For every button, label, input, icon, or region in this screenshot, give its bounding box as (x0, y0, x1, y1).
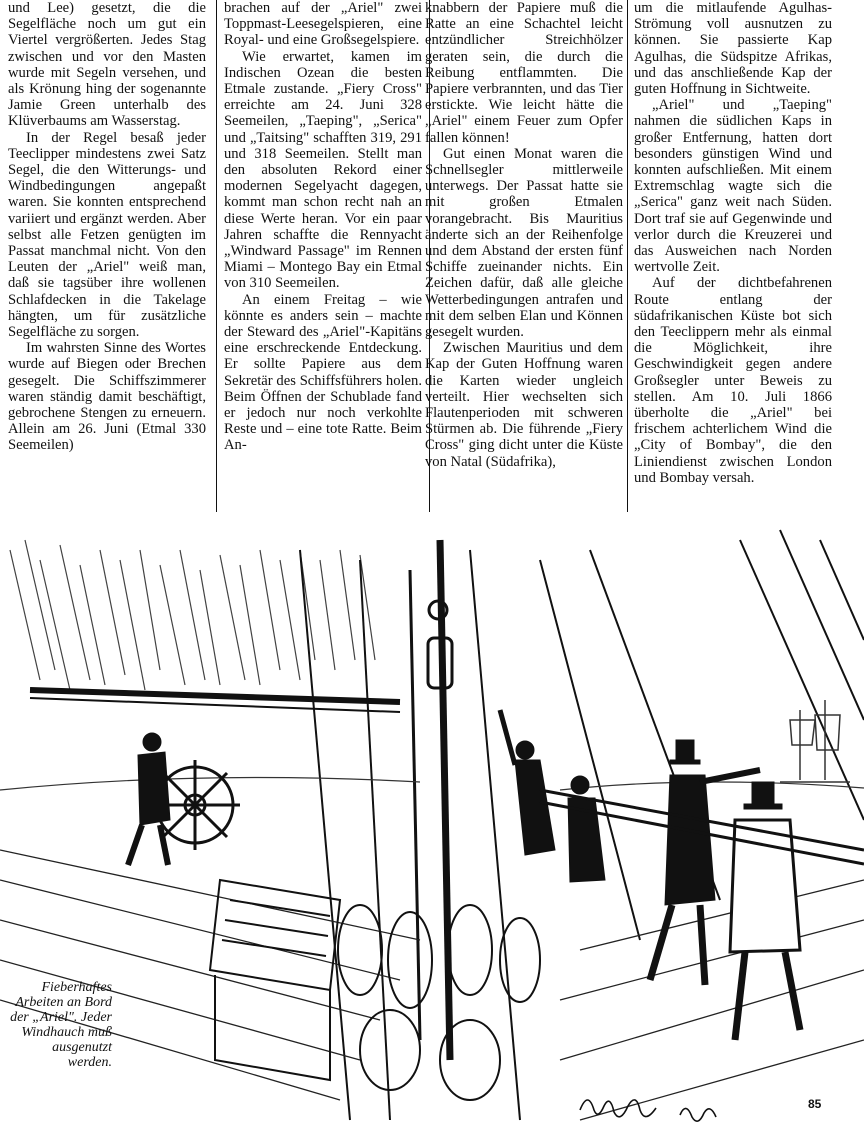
paragraph: um die mitlaufende Agulhas-Strömung voll ausnutzen zu können. Sie passierte Kap Agulhas, die Südspitze Afrikas, und das anschließende Kap der guten Hoffnung in Sichtweite. (634, 0, 832, 98)
text-columns (0, 0, 864, 515)
illustration-caption: Fieberhaftes Arbeiten an Bord der „Ariel". Jeder Windhauch muß ausgenutzt werden. (10, 980, 112, 1070)
paragraph: Zwischen Mauritius und dem Kap der Guten Hoffnung waren die Karten wieder ungleich verteilt. Hier wechselten sich Flautenperioden mit schweren Stürmen ab. Die führende „Fiery Cross" ging dicht unter die Küste von Natal (Südafrika), (425, 340, 623, 470)
sea (0, 778, 864, 791)
paragraph: An einem Freitag – wie könnte es anders sein – machte der Steward des „Ariel"-Kapitäns eine erschreckende Entdeckung. Er sollte Papiere aus dem Sekretär des Schiffsführers holen. Beim Öffnen der Schublade fand er jedoch nur noch verkohlte Reste und – eine tote Ratte. Beim An- (224, 291, 422, 454)
paragraph: Gut einen Monat waren die Schnellsegler mittlerweile unterwegs. Der Passat hatte sie mit großen Etmalen vorangebracht. Bis Mauritius änderte sich an der Reihenfolge und dem Abstand der ersten fünf Schiffe zueinander nichts. Ein Zeichen dafür, daß alle gleiche Wetterbedingungen antrafen und mit dem selben Elan und Können gesegelt wurden. (425, 145, 623, 341)
paragraph: und Lee) gesetzt, die die Segelfläche noch um gut ein Viertel vergrößerten. Jedes Stag zwischen und vor den Masten wurde mit Segeln versehen, und als Krönung hing der sogenannte Jamie Green unterhalb des Klüverbaums am Wasserstag. (8, 0, 206, 130)
paragraph: Im wahrsten Sinne des Wortes wurde auf Biegen oder Brechen gesegelt. Die Schiffszimmerer waren ständig damit beschäftigt, gebrochene Stengen zu erneuern. Allein am 26. Juni (Etmal 330 Seemeilen) (8, 340, 206, 454)
paragraph: Auf der dichtbefahrenen Route entlang der südafrikanischen Küste bot sich den Teeclippern mehr als einmal die Möglichkeit, ihre Geschwindigkeit gegen andere Großsegler unter Beweis zu stellen. Am 10. Juli 1866 überholte die „Ariel" bei frischem achterlichem Wind die „City of Bombay", die den Liniendienst zwischen London und Bombay versah. (634, 275, 832, 486)
ship-deck-illustration (0, 520, 864, 1130)
paragraph: In der Regel besaß jeder Teeclipper mindestens zwei Satz Segel, die den Witterungs- und Windbedingungen angepaßt waren. Sie konnten entsprechend variiert und ergänzt werden. Aber selbst alle Fetzen genügten im Passat manchmal nicht. Von den Leuten der „Ariel" weiß man, daß sie tagsüber ihre wollenen Schlafdecken in die Takelage hängten, um für zusätzliche Segelfläche zu sorgen. (8, 129, 206, 341)
paragraph: „Ariel" und „Taeping" nahmen die südlichen Kaps in großer Entfernung, hatten dort besonders günstigen Wind und konnten aufschließen. Mit einem Extremschlag wagte sich die „Serica" ganz weit nach Süden. Dort traf sie auf Gegenwinde und verlor durch die Kreuzerei und das Ausweichen nach Norden wertvolle Zeit. (634, 97, 832, 276)
column-divider (627, 0, 628, 512)
column-1 (8, 0, 206, 515)
column-3 (425, 0, 623, 515)
figure-helmsman (128, 733, 170, 865)
paragraph: brachen auf der „Ariel" zwei Toppmast-Leesegelspieren, eine Royal- und eine Großsegelspiere. (224, 0, 422, 49)
page-number: 85 (808, 1097, 822, 1111)
column-2 (224, 0, 422, 515)
boom (30, 690, 400, 712)
artist-signature (580, 1100, 716, 1121)
paragraph: Wie erwartet, kamen im Indischen Ozean die besten Etmale zustande. „Fiery Cross" erreichte am 24. Juni 328 Seemeilen, „Taeping", „Serica" und „Taitsing" schafften 319, 291 und 318 Seemeilen. Stellt man den absoluten Rekord einer modernen Segelyacht dagegen, kommt man schon recht nah an diese Werte heran. Vor ein paar Jahren schaffte die Rennyacht „Windward Passage" im Rennen Miami – Montego Bay ein Etmal von 310 Seemeilen. (224, 48, 422, 292)
storm-hatching (10, 540, 375, 690)
paragraph: knabbern der Papiere muß die Ratte an eine Schachtel leicht entzündlicher Streichhölzer geraten sein, die durch die Reibung entflammten. Die Papiere verbrannten, und das Tier erstickte. Wie leicht hätte die „Ariel" einem Feuer zum Opfer fallen können! (425, 0, 623, 146)
column-divider (216, 0, 217, 512)
distant-ship (780, 700, 850, 782)
column-4 (634, 0, 832, 515)
figure-sailors (500, 710, 605, 882)
